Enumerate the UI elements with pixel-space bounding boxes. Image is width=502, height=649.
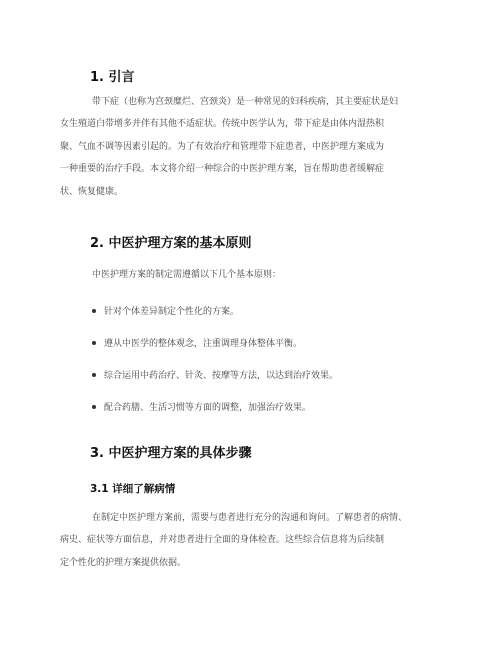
paragraph-line: 一种重要的治疗手段。本文将介绍一种综合的中医护理方案，旨在帮助患者缓解症 — [60, 164, 385, 175]
bullet-dot-icon — [92, 405, 96, 409]
intro-paragraph — [60, 91, 450, 203]
paragraph-line: 女生殖道白带增多并伴有其他不适症状。传统中医学认为，带下症是由体内湿热积 — [60, 119, 385, 130]
principle-bullet — [92, 336, 302, 349]
principle-bullet — [92, 304, 239, 317]
paragraph-line: 带下症（也称为宫颈糜烂、宫颈炎）是一种常见的妇科疾病，其主要症状是妇 — [92, 97, 399, 107]
paragraph-line: 聚、气血不调等因素引起的。为了有效治疗和管理带下症患者，中医护理方案成为 — [60, 141, 385, 152]
paragraph-line: 定个性化的护理方案提供依据。 — [60, 557, 187, 568]
bullet-text: 针对个体差异制定个性化的方案。 — [104, 307, 240, 317]
subsection-heading: 3.1 详细了解病情 — [90, 483, 176, 495]
bullet-dot-icon — [92, 341, 96, 345]
principle-bullet — [92, 368, 338, 381]
section-heading-intro: 1. 引言 — [90, 70, 135, 85]
bullet-text: 遵从中医学的整体观念，注重调理身体整体平衡。 — [104, 339, 303, 349]
bullet-dot-icon — [92, 309, 96, 313]
paragraph-line: 状、恢复健康。 — [60, 186, 124, 197]
principles-intro — [92, 264, 482, 286]
subsection-paragraph — [60, 507, 450, 574]
paragraph-line: 中医护理方案的制定需遵循以下几个基本原则： — [92, 270, 282, 280]
paragraph-line: 病史、症状等方面信息，并对患者进行全面的身体检查。这些综合信息将为后续制 — [60, 535, 385, 546]
bullet-text: 配合药膳、生活习惯等方面的调整，加强治疗效果。 — [104, 403, 312, 413]
paragraph-line: 在制定中医护理方案前，需要与患者进行充分的沟通和询问。了解患者的病情、 — [92, 513, 408, 523]
bullet-text: 综合运用中药治疗、针灸、按摩等方法，以达到治疗效果。 — [104, 371, 339, 381]
principle-bullet — [92, 400, 311, 413]
section-heading-principles: 2. 中医护理方案的基本原则 — [90, 236, 252, 251]
section-heading-steps: 3. 中医护理方案的具体步骤 — [90, 446, 252, 461]
bullet-dot-icon — [92, 373, 96, 377]
